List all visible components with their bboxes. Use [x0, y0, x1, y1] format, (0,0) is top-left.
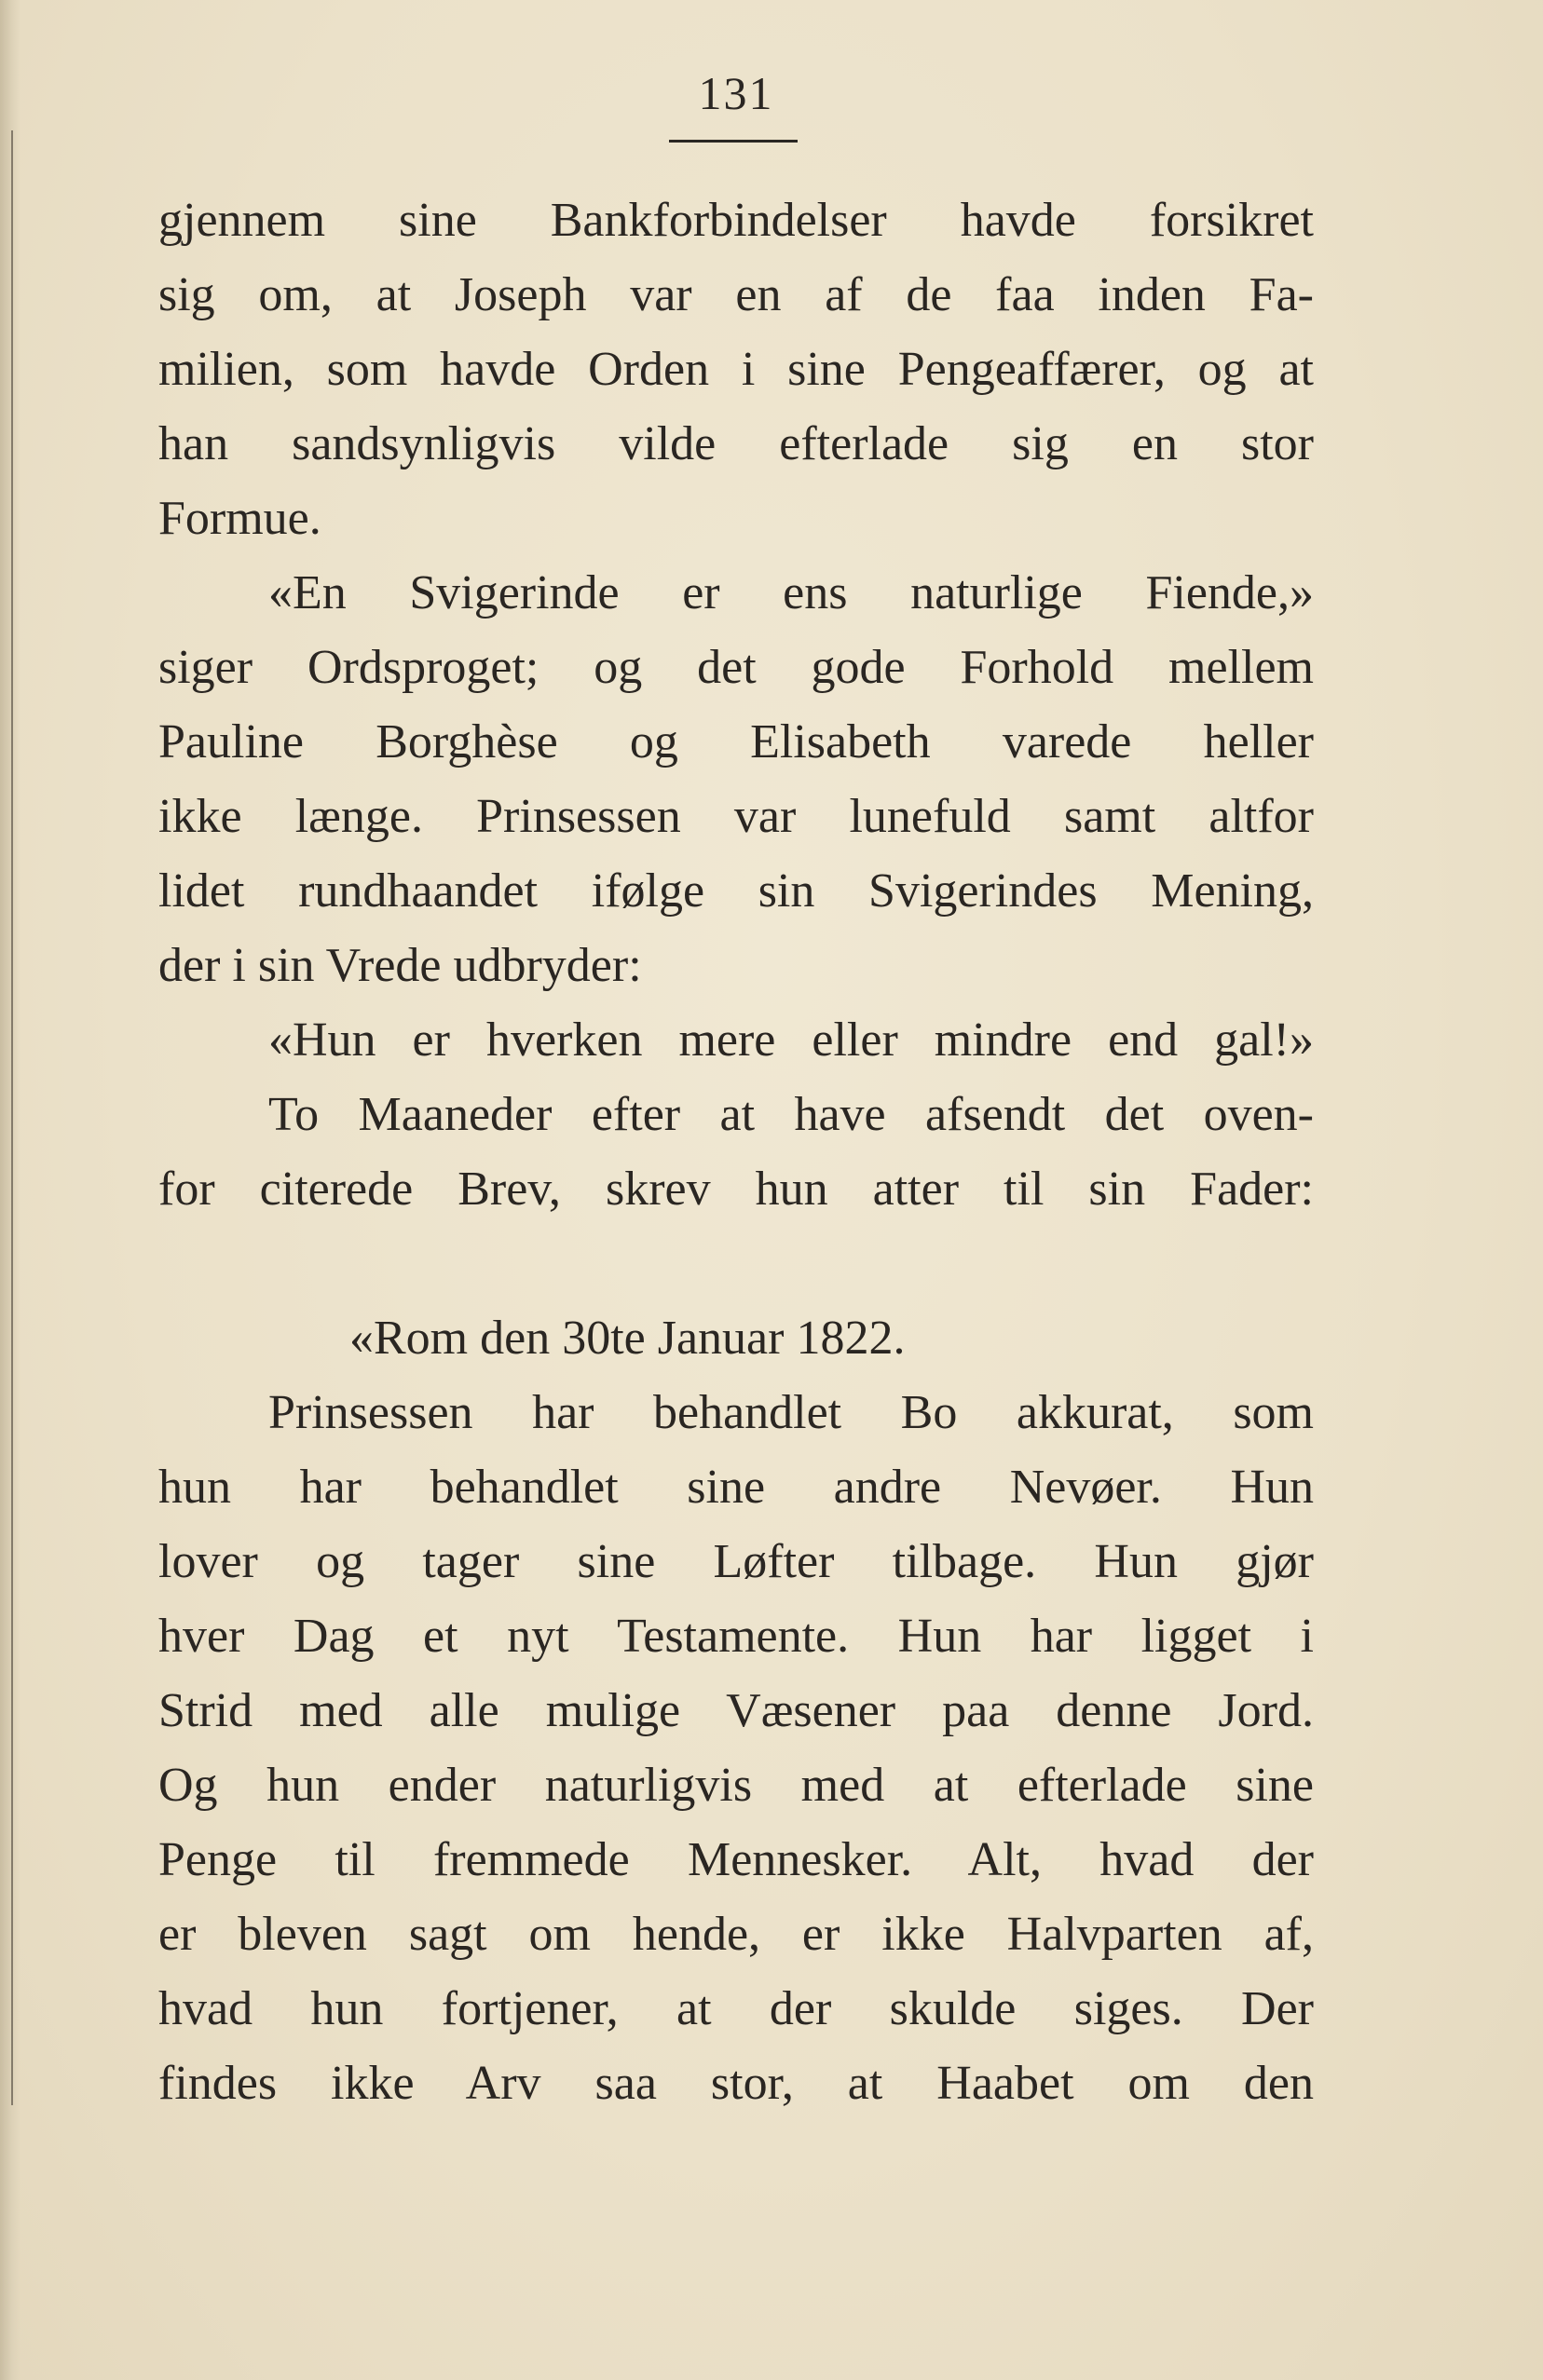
- text-line: Prinsessen har behandlet Bo akkurat, som: [268, 1386, 1314, 1439]
- text-line: findes ikke Arv saa stor, at Haabet om den: [158, 2057, 1314, 2110]
- text-line: gjennem sine Bankforbindelser havde forsikret: [158, 194, 1314, 247]
- page-text: [158, 184, 1314, 2121]
- text-line: hun har behandlet sine andre Nevøer. Hun: [158, 1461, 1314, 1514]
- text-line: hvad hun fortjener, at der skulde siges. Der: [158, 1982, 1314, 2035]
- page-spine-shadow: [0, 0, 20, 2380]
- text-line: «Hun er hverken mere eller mindre end gal!»: [268, 1013, 1314, 1067]
- text-line: sig om, at Joseph var en af de faa inden Fa-: [158, 268, 1314, 321]
- text-line: ikke længe. Prinsessen var lunefuld samt altfor: [158, 790, 1314, 843]
- paragraph-gap: [158, 1227, 1314, 1301]
- text-line: Penge til fremmede Mennesker. Alt, hvad der: [158, 1833, 1314, 1886]
- text-line: milien, som havde Orden i sine Pengeaffærer, og at: [158, 343, 1314, 396]
- text-line: Pauline Borghèse og Elisabeth varede heller: [158, 715, 1314, 768]
- page-number: 131: [698, 67, 774, 119]
- text-line: der i sin Vrede udbryder:: [158, 939, 642, 992]
- text-line: er bleven sagt om hende, er ikke Halvparten af,: [158, 1908, 1314, 1961]
- letter-dateline: «Rom den 30te Januar 1822.: [349, 1312, 906, 1365]
- text-line: Og hun ender naturligvis med at efterlade sine: [158, 1759, 1314, 1812]
- text-line: hver Dag et nyt Testamente. Hun har ligget i: [158, 1610, 1314, 1663]
- text-line: «En Svigerinde er ens naturlige Fiende,»: [268, 566, 1314, 619]
- text-line: lidet rundhaandet ifølge sin Svigerindes Mening,: [158, 864, 1314, 918]
- spine-edge-line: [11, 130, 13, 2105]
- page-number-rule: [669, 140, 798, 143]
- text-line: lover og tager sine Løfter tilbage. Hun gjør: [158, 1535, 1314, 1588]
- text-line: Formue.: [158, 492, 321, 545]
- text-line: siger Ordsproget; og det gode Forhold mellem: [158, 641, 1314, 694]
- text-line: han sandsynligvis vilde efterlade sig en stor: [158, 417, 1314, 470]
- text-line: Strid med alle mulige Væsener paa denne Jord.: [158, 1684, 1314, 1737]
- text-line: To Maaneder efter at have afsendt det oven-: [268, 1088, 1314, 1141]
- text-line: for citerede Brev, skrev hun atter til sin Fader:: [158, 1163, 1314, 1216]
